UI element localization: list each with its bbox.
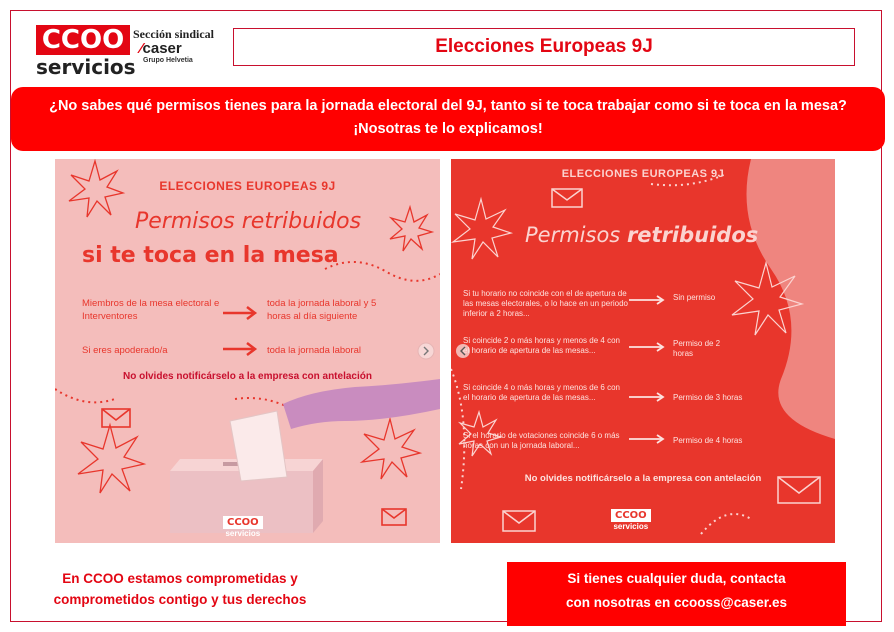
envelope-icon [503, 511, 535, 531]
page-title: Elecciones Europeas 9J [233, 28, 855, 66]
card-horarios-title [525, 223, 758, 247]
caser-logo [140, 40, 182, 57]
starburst-icon [362, 419, 420, 479]
logo-servicios: servicios [36, 55, 136, 79]
card-mesa-subtitle: si te toca en la mesa [82, 243, 339, 268]
dotted-swirl [55, 389, 115, 402]
horario-row-label: Si tu horario no coincide con el de apertura de las mesas electorales, o lo hace en un periodo inferior a 2 horas... [463, 289, 628, 318]
starburst-icon [453, 199, 511, 259]
card-mesa-note: No olvides notificárselo a la empresa con antelación [123, 371, 372, 382]
title-light: Permisos [525, 223, 621, 247]
intro-banner [11, 87, 885, 151]
horario-row-label: Si coincide 2 o más horas y menos de 4 con el horario de apertura de las mesas... [463, 336, 620, 355]
commitment-line-1: En CCOO estamos comprometidas y [62, 571, 298, 586]
card-horarios [451, 159, 835, 543]
arrow-icon [223, 307, 255, 319]
caser-text: caser [142, 40, 182, 57]
horario-row-label: Si el horario de votaciones coincide 6 o más horas con un la jornada laboral... [463, 431, 620, 450]
grupo-helvetia: Grupo Helvetia [143, 57, 193, 64]
horario-row-value: Sin permiso [673, 293, 716, 302]
mesa-row-value: toda la jornada laboral y 5 horas al día siguiente [267, 298, 377, 322]
mini-logo-servicios: servicios [225, 529, 261, 538]
arrow-icon [629, 343, 663, 351]
card-horarios-logo [611, 509, 651, 531]
card-horarios-note: No olvides notificárselo a la empresa con antelación [524, 473, 762, 484]
mesa-row-label: Si eres apoderado/a [82, 345, 168, 356]
envelope-icon [552, 189, 582, 207]
mesa-row-label: Miembros de la mesa electoral e Interventores [82, 298, 220, 322]
starburst-icon [390, 207, 432, 251]
horario-row-value: Permiso de 3 horas [673, 393, 743, 402]
card-horarios-heading: ELECCIONES EUROPEAS 9J [561, 168, 725, 180]
title-bold: retribuidos [626, 223, 759, 247]
ballot-box-image [170, 379, 440, 533]
starburst-icon [78, 425, 144, 493]
arrow-icon [629, 393, 663, 401]
commitment-line-2: comprometidos contigo y tus derechos [53, 592, 307, 607]
pager-next-icon[interactable] [418, 343, 434, 359]
banner-line-2: ¡Nosotras te lo explicamos! [353, 121, 543, 137]
envelope-icon [382, 509, 406, 525]
arrow-icon [223, 343, 255, 355]
mini-logo-servicios: servicios [613, 522, 649, 531]
horario-row-label: Si coincide 4 o más horas y menos de 6 con el horario de apertura de las mesas... [463, 383, 620, 402]
seccion-sindical: Sección sindical [133, 27, 215, 41]
commitment-text [30, 568, 330, 610]
horario-row-value: Permiso de 2 horas [673, 339, 721, 358]
card-mesa-title: Permisos retribuidos [135, 209, 362, 234]
dotted-swirl [701, 514, 751, 534]
ccoo-logo-text: CCOO [41, 25, 125, 55]
mesa-row-value: toda la jornada laboral [267, 345, 362, 356]
arrow-icon [629, 296, 663, 304]
horario-row-value: Permiso de 4 horas [673, 436, 743, 445]
dotted-swirl [325, 262, 440, 281]
contact-line-1: Si tienes cualquier duda, contacta [567, 571, 786, 586]
arrow-icon [629, 435, 663, 443]
mini-logo-ccoo: CCOO [223, 516, 263, 529]
contact-box [507, 562, 846, 626]
contact-email[interactable]: con nosotras en ccooss@caser.es [565, 595, 788, 610]
card-mesa-heading: ELECCIONES EUROPEAS 9J [159, 179, 336, 193]
banner-line-1: ¿No sabes qué permisos tienes para la jornada electoral del 9J, tanto si te toca trabajar como si te toca en la mesa? [49, 98, 847, 114]
envelope-icon [102, 409, 130, 427]
ccoo-logo [36, 25, 130, 55]
card-mesa [55, 159, 440, 543]
card-mesa-logo [223, 516, 263, 538]
caser-swoosh-icon: ⁄ [140, 40, 143, 57]
mini-logo-ccoo: CCOO [611, 509, 651, 522]
